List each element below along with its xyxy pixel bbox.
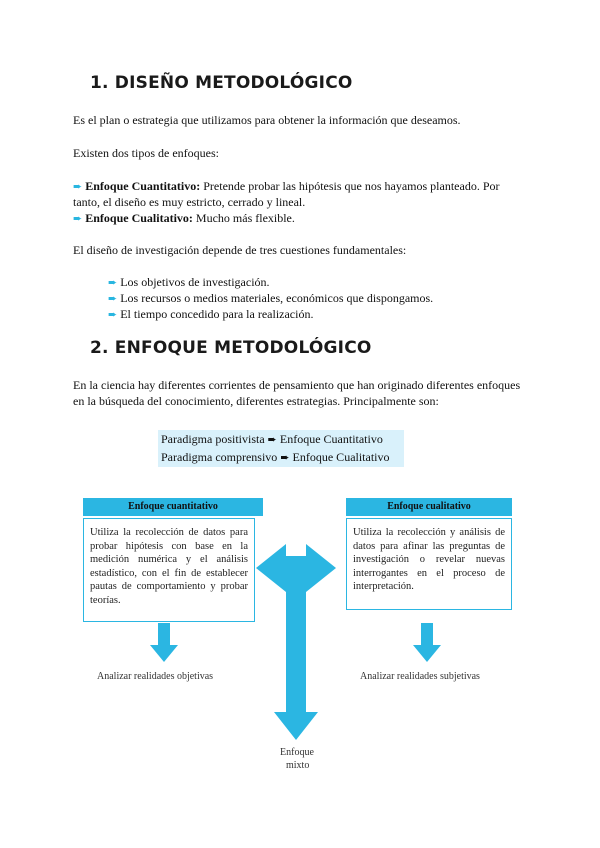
qual-label: Enfoque Cualitativo: bbox=[85, 211, 193, 225]
list-item-text: Los objetivos de investigación. bbox=[120, 275, 270, 289]
right-caption: Analizar realidades subjetivas bbox=[360, 671, 480, 682]
bottom-caption-line2: mixto bbox=[286, 760, 310, 771]
list-item-text: Los recursos o medios materiales, económicos que dispongamos. bbox=[120, 291, 434, 305]
right-arrow-icon: ➨ bbox=[73, 181, 83, 193]
quant-text-1: Pretende probar las hipótesis que nos hayamos planteado. Por bbox=[203, 179, 500, 193]
paradigm-right: Enfoque Cualitativo bbox=[292, 450, 390, 464]
qual-text: Mucho más flexible. bbox=[195, 211, 295, 225]
right-arrow-icon: ➨ bbox=[108, 277, 118, 289]
quant-text-2: tanto, el diseño es muy estricto, cerrado y lineal. bbox=[73, 195, 306, 209]
left-box bbox=[83, 518, 255, 622]
down-arrow-right bbox=[413, 623, 441, 662]
right-arrow-icon: ➨ bbox=[280, 452, 290, 464]
left-box-header: Enfoque cuantitativo bbox=[83, 498, 263, 516]
right-box-text: Utiliza la recolección y análisis de datos para afinar las preguntas de investigación o revelar nuevas interrogantes en el proceso de interpretación. bbox=[353, 527, 505, 592]
bottom-caption-line1: Enfoque bbox=[280, 747, 314, 758]
paragraph-section2-line2: en la búsqueda del conocimiento, diferentes estrategias. Principalmente son: bbox=[73, 394, 439, 408]
left-caption: Analizar realidades objetivas bbox=[97, 671, 214, 682]
paragraph-depends: El diseño de investigación depende de tres cuestiones fundamentales: bbox=[73, 243, 407, 257]
section-title-diseno: 1. DISEÑO METODOLÓGICO bbox=[90, 73, 353, 93]
paradigm-left: Paradigma comprensivo bbox=[161, 450, 278, 464]
quant-label: Enfoque Cuantitativo: bbox=[85, 179, 201, 193]
right-arrow-icon: ➨ bbox=[108, 309, 118, 321]
paradigm-right: Enfoque Cuantitativo bbox=[279, 432, 383, 446]
paragraph-section2-line1: En la ciencia hay diferentes corrientes de pensamiento que han originado diferentes enfoques bbox=[73, 378, 521, 392]
paradigm-left: Paradigma positivista bbox=[161, 432, 265, 446]
right-arrow-icon: ➨ bbox=[108, 293, 118, 305]
right-arrow-icon: ➨ bbox=[267, 434, 277, 446]
right-box-header: Enfoque cualitativo bbox=[346, 498, 512, 516]
left-box-text: Utiliza la recolección de datos para probar hipótesis con base en la medición numérica y el análisis estadístico, con el fin de establecer pautas de comportamiento y probar teorías. bbox=[90, 527, 248, 606]
paragraph-types-intro: Existen dos tipos de enfoques: bbox=[73, 146, 219, 160]
list-item-text: El tiempo concedido para la realización. bbox=[120, 307, 314, 321]
down-arrow-left bbox=[150, 623, 178, 662]
right-arrow-icon: ➨ bbox=[73, 213, 83, 225]
right-box bbox=[346, 518, 512, 610]
paragraph-intro: Es el plan o estrategia que utilizamos para obtener la información que deseamos. bbox=[73, 113, 461, 127]
section-title-enfoque: 2. ENFOQUE METODOLÓGICO bbox=[90, 338, 372, 358]
